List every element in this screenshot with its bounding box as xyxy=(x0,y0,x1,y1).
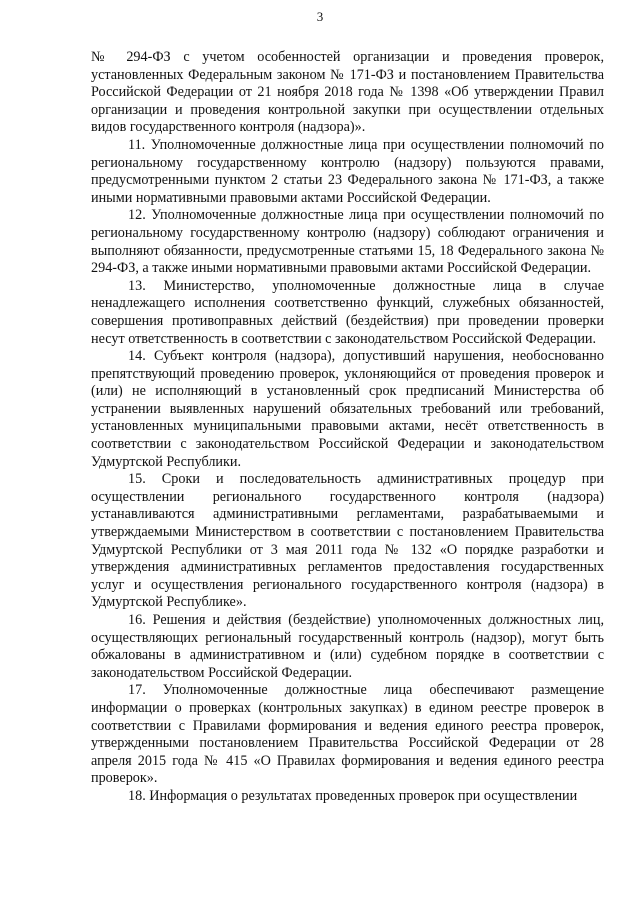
paragraph-item-14: 14. Субъект контроля (надзора), допустивший нарушения, необоснованно препятствующий проведению проверок, уклоняющийся от проведения проверок и (или) не исполняющий в установленный срок предписаний Министерства об устранении выявленных нарушений обязательных требований или требований, установленных муниципальными правовыми актами, несёт ответственность в соответствии с законодательством Российской Федерации и законодательством Удмуртской Республики. xyxy=(91,348,604,470)
page-number: 3 xyxy=(316,9,324,24)
paragraph-item-16: 16. Решения и действия (бездействие) уполномоченных должностных лиц, осуществляющих региональный государственный контроль (надзор), могут быть обжалованы в административном и (или) судебном порядке в соответствии с законодательством Российской Федерации. xyxy=(91,612,604,681)
paragraph-item-11: 11. Уполномоченные должностные лица при осуществлении полномочий по региональному государственному контролю (надзору) пользуются правами, предусмотренными пунктом 2 статьи 23 Федерального закона № 171-ФЗ, а также иными нормативными правовыми актами Российской Федерации. xyxy=(91,136,604,206)
paragraph-item-15: 15. Сроки и последовательность административных процедур при осуществлении регионального государственного контроля (надзора) устанавливаются административными регламентами, разрабатываемыми и утверждаемыми Министерством в соответствии с постановлением Правительства Удмуртской Республики от 3 мая 2011 года № 132 «О порядке разработки и утверждения административных регламентов предоставления государственных услуг и осуществления регионального государственного контроля (надзора) в Удмуртской Республике». xyxy=(91,471,604,611)
paragraph-item-12: 12. Уполномоченные должностные лица при осуществлении полномочий по региональному государственному контролю (надзору) соблюдают ограничения и выполняют обязанности, предусмотренные статьями 15, 18 Федерального закона № 294-ФЗ, а также иными нормативными правовыми актами Российской Федерации. xyxy=(91,207,604,277)
paragraph-item-17: 17. Уполномоченные должностные лица обеспечивают размещение информации о проверках (контрольных закупках) в едином реестре проверок в соответствии с Правилами формирования и ведения единого реестра проверок, утвержденными постановлением Правительства Российской Федерации от 28 апреля 2015 года № 415 «О Правилах формирования и ведения единого реестра проверок». xyxy=(91,682,604,787)
paragraph-item-18: 18. Информация о результатах проведенных проверок при осуществлении xyxy=(128,787,578,804)
document-body xyxy=(91,49,604,806)
paragraph-item-13: 13. Министерство, уполномоченные должностные лица в случае ненадлежащего исполнения соответственно функций, служебных обязанностей, совершения противоправных действий (бездействия) при проведении проверки несут ответственность в соответствии с законодательством Российской Федерации. xyxy=(91,277,604,347)
paragraph-continuation: № 294-ФЗ с учетом особенностей организации и проведения проверок, установленных Федеральным законом № 171-ФЗ и постановлением Правительства Российской Федерации от 21 ноября 2018 года № 1398 «Об утверждении Правил организации и проведения контрольной закупки при осуществлении отдельных видов государственного контроля (надзора)». xyxy=(91,49,604,136)
